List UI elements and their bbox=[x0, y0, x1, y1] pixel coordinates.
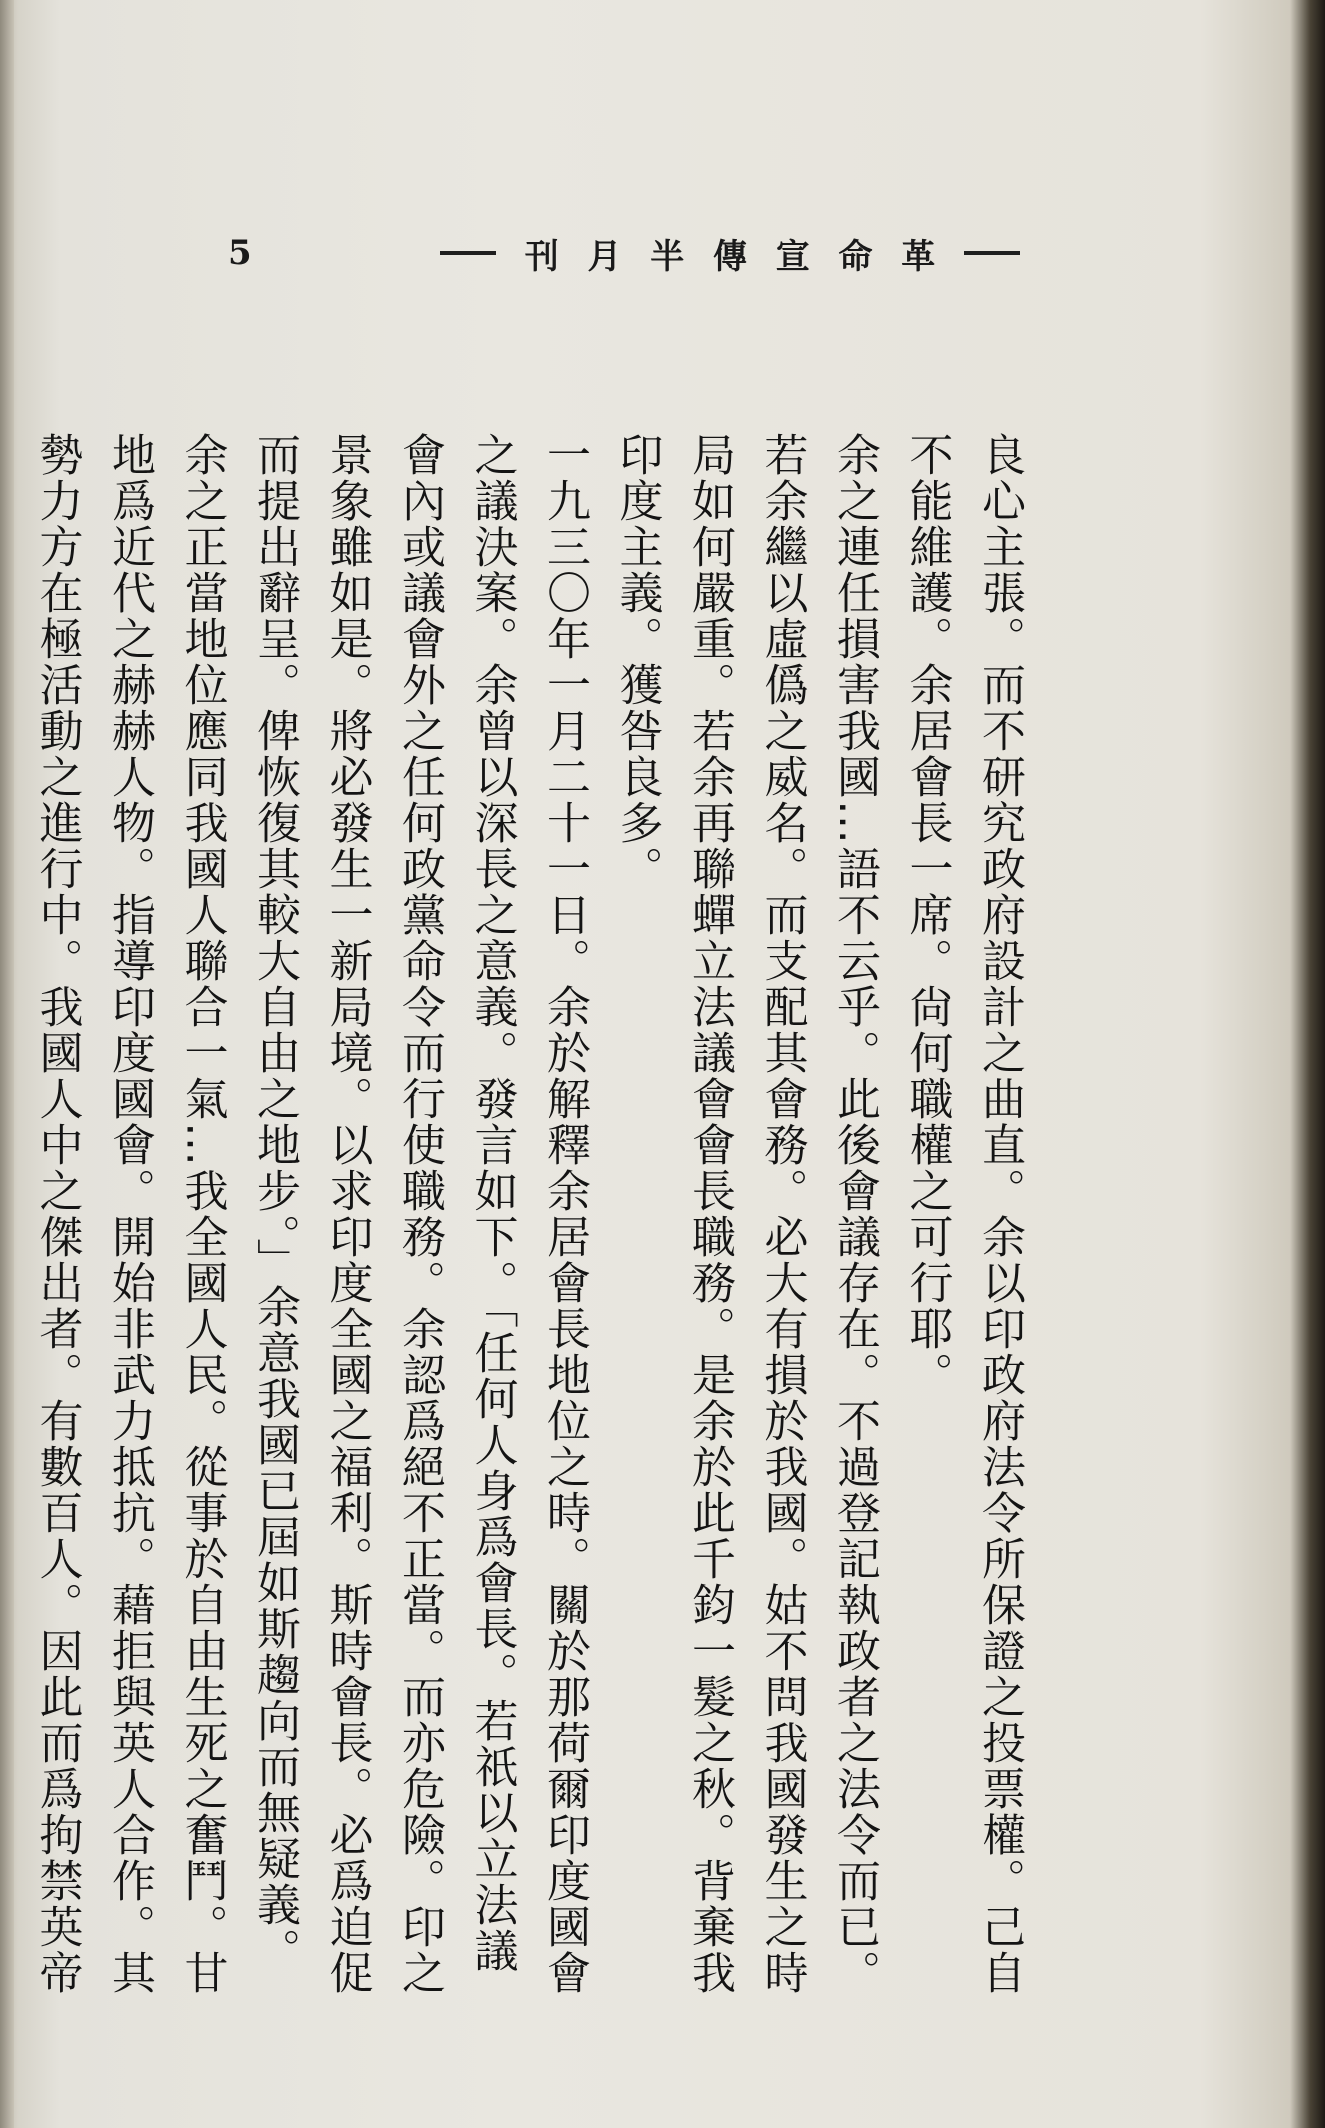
running-title-char: 刊 bbox=[524, 236, 559, 277]
running-title-char: 傳 bbox=[713, 236, 747, 277]
text-column: 勢力方在極活動之進行中。我國人中之傑出者。有數百人。因此而爲拘禁英帝 bbox=[31, 432, 83, 1996]
text-column: 會內或議會外之任何政黨命令而行使職務。余認爲絕不正當。而亦危險。印之 bbox=[394, 432, 445, 1996]
text-column: 之議決案。余曾以深長之意義。發言如下。「任何人身爲會長。若祇以立法議 bbox=[466, 432, 518, 1974]
running-title-char: 命 bbox=[838, 236, 873, 277]
vertical-body-text bbox=[20, 432, 1035, 1996]
text-column: 不能維護。余居會長一席。尙何職權之可行耶。 bbox=[901, 432, 953, 1398]
text-column: 地爲近代之赫赫人物。指導印度國會。開始非武力抵抗。藉拒與英人合作。其 bbox=[104, 432, 155, 1996]
running-title-char: 宣 bbox=[775, 236, 810, 277]
text-column: 景象雖如是。將必發生一新局境。以求印度全國之福利。斯時會長。必爲迫促 bbox=[321, 432, 373, 1996]
running-title-char: 革 bbox=[901, 236, 936, 277]
text-column: 一九三〇年一月二十一日。余於解釋余居會長地位之時。關於那荷爾印度國會 bbox=[539, 432, 590, 1996]
text-column: 余之正當地位應同我國人聯合一氣…我全國人民。從事於自由生死之奮鬥。甘 bbox=[176, 432, 228, 1996]
running-title-dash-left bbox=[440, 251, 496, 255]
page-edge-shadow bbox=[0, 0, 14, 2128]
page-number: 5 bbox=[228, 233, 252, 273]
running-title-dash-right bbox=[964, 251, 1020, 255]
text-column: 良心主張。而不研究政府設計之曲直。余以印政府法令所保證之投票權。己自 bbox=[974, 432, 1025, 1996]
running-title-char: 半 bbox=[650, 236, 685, 277]
text-column: 局如何嚴重。若余再聯蟬立法議會會長職務。是余於此千鈞一髮之秋。背棄我 bbox=[684, 432, 735, 1996]
running-title-char: 月 bbox=[587, 236, 622, 277]
text-column: 而提出辭呈。俾恢復其較大自由之地步。」余意我國已屆如斯趨向而無疑義。 bbox=[249, 432, 300, 1974]
text-column: 印度主義。獲咎良多。 bbox=[611, 432, 663, 892]
running-title bbox=[440, 228, 1020, 278]
text-column: 余之連任損害我國…語不云乎。此後會議存在。不過登記執政者之法令而已。 bbox=[829, 432, 880, 1996]
text-column: 若余繼以虛僞之威名。而支配其會務。必大有損於我國。姑不問我國發生之時 bbox=[756, 432, 808, 1996]
